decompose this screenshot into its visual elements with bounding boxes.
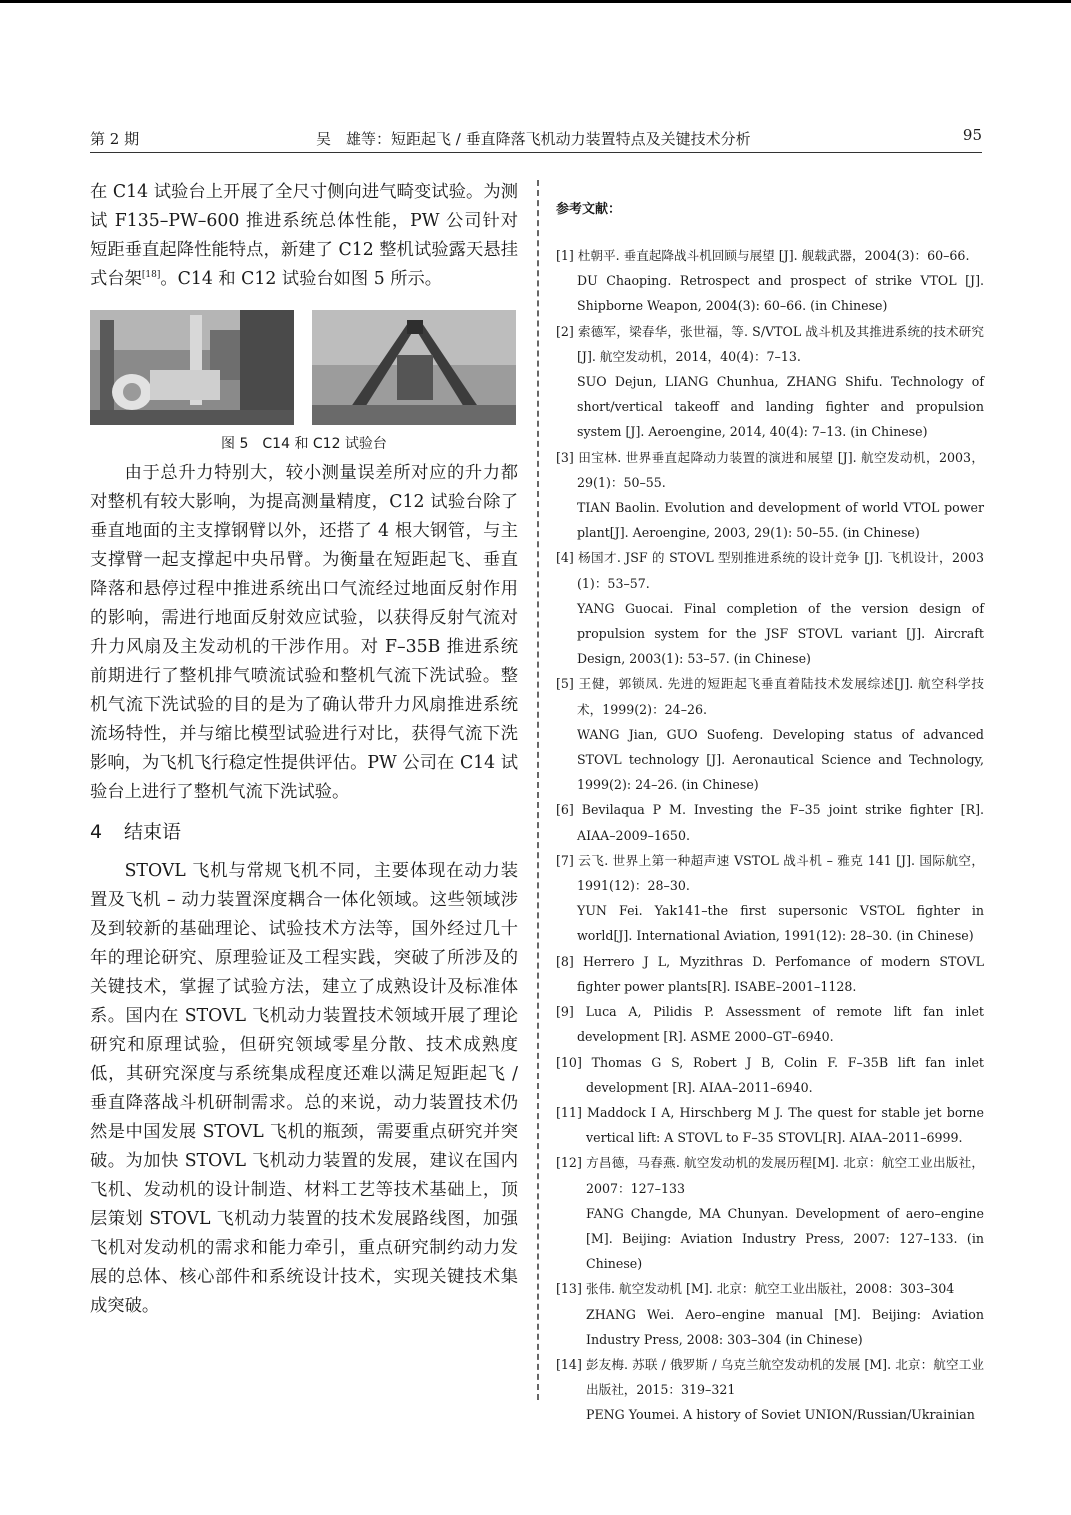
c14-test-stand-photo [90,310,294,425]
reference-label: [7] 云飞. 世界上第一种超声速 VSTOL 战斗机 – 雅克 141 [J]. 国际航空，1991(12)：28–30. [556,852,984,894]
reference-item [556,671,984,797]
column-divider [537,180,539,1400]
section-heading [90,815,518,849]
reference-item [556,1276,984,1352]
c12-test-stand-photo [312,310,516,425]
reference-label: [2] 索德军，梁春华，张世福，等. S/VTOL 战斗机及其推进系统的技术研究[J]. 航空发动机，2014，40(4)：7–13. [556,323,984,364]
reference-item [556,999,984,1049]
reference-item [556,319,984,445]
reference-label: [3] 田宝林. 世界垂直起降动力装置的演进和展望 [J]. 航空发动机，2003，29(1)：50–55. [556,449,984,490]
reference-item [556,1100,984,1150]
reference-item [556,949,984,999]
running-header [90,126,982,153]
reference-label: [9] Luca A, Pilidis P. Assessment of remote lift fan inlet development [R]. ASME 2000–GT–6940. [556,1004,984,1045]
figure-5 [90,310,518,425]
reference-label: [13] 张伟. 航空发动机 [M]. 北京：航空工业出版社，2008：303–304 [556,1281,955,1297]
reference-english: PENG Youmei. A history of Soviet UNION/Russian/Ukrainian [586,1407,975,1423]
reference-item [556,445,984,546]
top-rule [0,0,1071,3]
paragraph-2: 由于总升力特别大，较小测量误差所对应的升力都对整机有较大影响，为提高测量精度，C12 试验台除了垂直地面的主支撑钢臂以外，还搭了 4 根大钢管，与主支撑臂一起支撑起中央吊臂。为衡量在短距起飞、垂直降落和悬停过程中推进系统出口气流经过地面反射作用的影响，需进行地面反射效应试验，以获得反射气流对升力风扇及主发动机的干涉作用。对 F–35B 推进系统前期进行了整机排气喷流试验和整机气流下洗试验。整机气流下洗试验的目的是为了确认带升力风扇推进系统流场特性，并与缩比模型试验进行对比，获得气流下洗影响，为飞机飞行稳定性提供评估。PW 公司在 C14 试验台上进行了整机气流下洗试验。 [90,463,518,802]
reference-english: WANG Jian, GUO Suofeng. Developing status of advanced STOVL technology [J]. Aeronautical Science and Technology, 1999(2): 24–26. (in Chinese) [577,726,984,793]
reference-english: FANG Changde, MA Chunyan. Development of aero–engine [M]. Beijing: Aviation Industry Press, 2007: 127–133. (in Chinese) [586,1205,984,1272]
figure-caption: 图 5 C14 和 C12 试验台 [221,436,387,452]
references-column [556,198,984,1428]
reference-label: [4] 杨国才. JSF 的 STOVL 型别推进系统的设计竞争 [J]. 飞机设计，2003 (1)：53–57. [556,550,984,591]
paragraph-3: STOVL 飞机与常规飞机不同，主要体现在动力装置及飞机 – 动力装置深度耦合一体化领域。这些领域涉及到较新的基础理论、试验技术方法等，国外经过几十年的理论研究、原理验证及工程实践，突破了所涉及的关键技术，掌握了试验方法，建立了成熟设计及标准体系。国内在 STOVL 飞机动力装置技术领域开展了理论研究和原理试验，但研究领域零星分散、技术成熟度低，其研究深度与系统集成程度还难以满足短距起飞 / 垂直降落战斗机研制需求。总的来说，动力装置技术仍然是中国发展 STOVL 飞机的瓶颈，需要重点研究并突破。为加快 STOVL 飞机动力装置的发展，建议在国内飞机、发动机的设计制造、材料工艺等技术基础上，顶层策划 STOVL 飞机动力装置的技术发展路线图，加强飞机对发动机的需求和能力牵引，重点研究制约动力发展的总体、核心部件和系统设计技术，实现关键技术集成突破。 [90,861,518,1316]
section-number: 4 [90,821,103,843]
reference-item [556,1352,984,1428]
reference-item [556,797,984,847]
reference-label: [11] Maddock I A, Hirschberg M J. The quest for stable jet borne vertical lift: A STOVL to F–35 STOVL[R]. AIAA–2011–6999. [556,1104,984,1146]
reference-item [556,545,984,671]
reference-english: YUN Fei. Yak141–the first supersonic VSTOL fighter in world[J]. International Aviation, 1991(12): 28–30. (in Chinese) [577,903,984,944]
reference-english: DU Chaoping. Retrospect and prospect of strike VTOL [J]. Shipborne Weapon, 2004(3): 60–66. (in Chinese) [577,273,984,314]
reference-item [556,848,984,949]
reference-label: [5] 王健，郭锁凤. 先进的短距起飞垂直着陆技术发展综述[J]. 航空科学技术，1999(2)：24–26. [556,676,984,717]
reference-label: [8] Herrero J L, Myzithras D. Perfomance of modern STOVL fighter power plants[R]. ISABE–2001–1128. [556,953,984,994]
paragraph-1-text: 在 C14 试验台上开展了全尺寸侧向进气畸变试验。为测试 F135–PW–600 推进系统总体性能，PW 公司针对短距垂直起降性能特点，新建了 C12 整机试验露天悬挂式台架 [90,182,518,289]
reference-label: [6] Bevilaqua P M. Investing the F–35 joint strike fighter [R]. AIAA–2009–1650. [556,802,984,843]
reference-item [556,243,984,319]
running-title: 吴 雄等：短距起飞 / 垂直降落飞机动力装置特点及关键技术分析 [316,130,751,148]
reference-english: SUO Dejun, LIANG Chunhua, ZHANG Shifu. Technology of short/vertical takeoff and landing fighter and propulsion system [J]. Aeroengine, 2014, 40(4): 7–13. (in Chinese) [577,374,984,440]
reference-item [556,1050,984,1100]
citation-18: [18] [141,270,161,281]
paragraph-1-tail: 。C14 和 C12 试验台如图 5 所示。 [160,269,443,289]
reference-label: [12] 方昌德，马春燕. 航空发动机的发展历程[M]. 北京：航空工业出版社，2007：127–133 [556,1155,984,1196]
reference-label: [10] Thomas G S, Robert J B, Colin F. F–35B lift fan inlet development [R]. AIAA–2011–6940. [556,1054,984,1095]
reference-label: [14] 彭友梅. 苏联 / 俄罗斯 / 乌克兰航空发动机的发展 [M]. 北京：航空工业出版社，2015：319–321 [556,1356,984,1398]
section-title: 结束语 [124,821,182,843]
left-column [90,178,518,1321]
paragraph-1 [90,178,518,294]
references-heading: 参考文献： [556,202,622,217]
reference-item [556,1150,984,1276]
reference-english: ZHANG Wei. Aero–engine manual [M]. Beijing: Aviation Industry Press, 2008: 303–304 (in Chinese) [586,1306,984,1347]
reference-english: YANG Guocai. Final completion of the version design of propulsion system for the JSF STOVL variant [J]. Aircraft Design, 2003(1): 53–57. (in Chinese) [577,600,984,667]
reference-label: [1] 杜朝平. 垂直起降战斗机回顾与展望 [J]. 舰载武器，2004(3)：60–66. [556,248,970,263]
page-number: 95 [962,126,982,144]
reference-english: TIAN Baolin. Evolution and development of world VTOL power plant[J]. Aeroengine, 2003, 29(1): 50–55. (in Chinese) [577,500,984,541]
issue-number: 第 2 期 [90,130,140,148]
